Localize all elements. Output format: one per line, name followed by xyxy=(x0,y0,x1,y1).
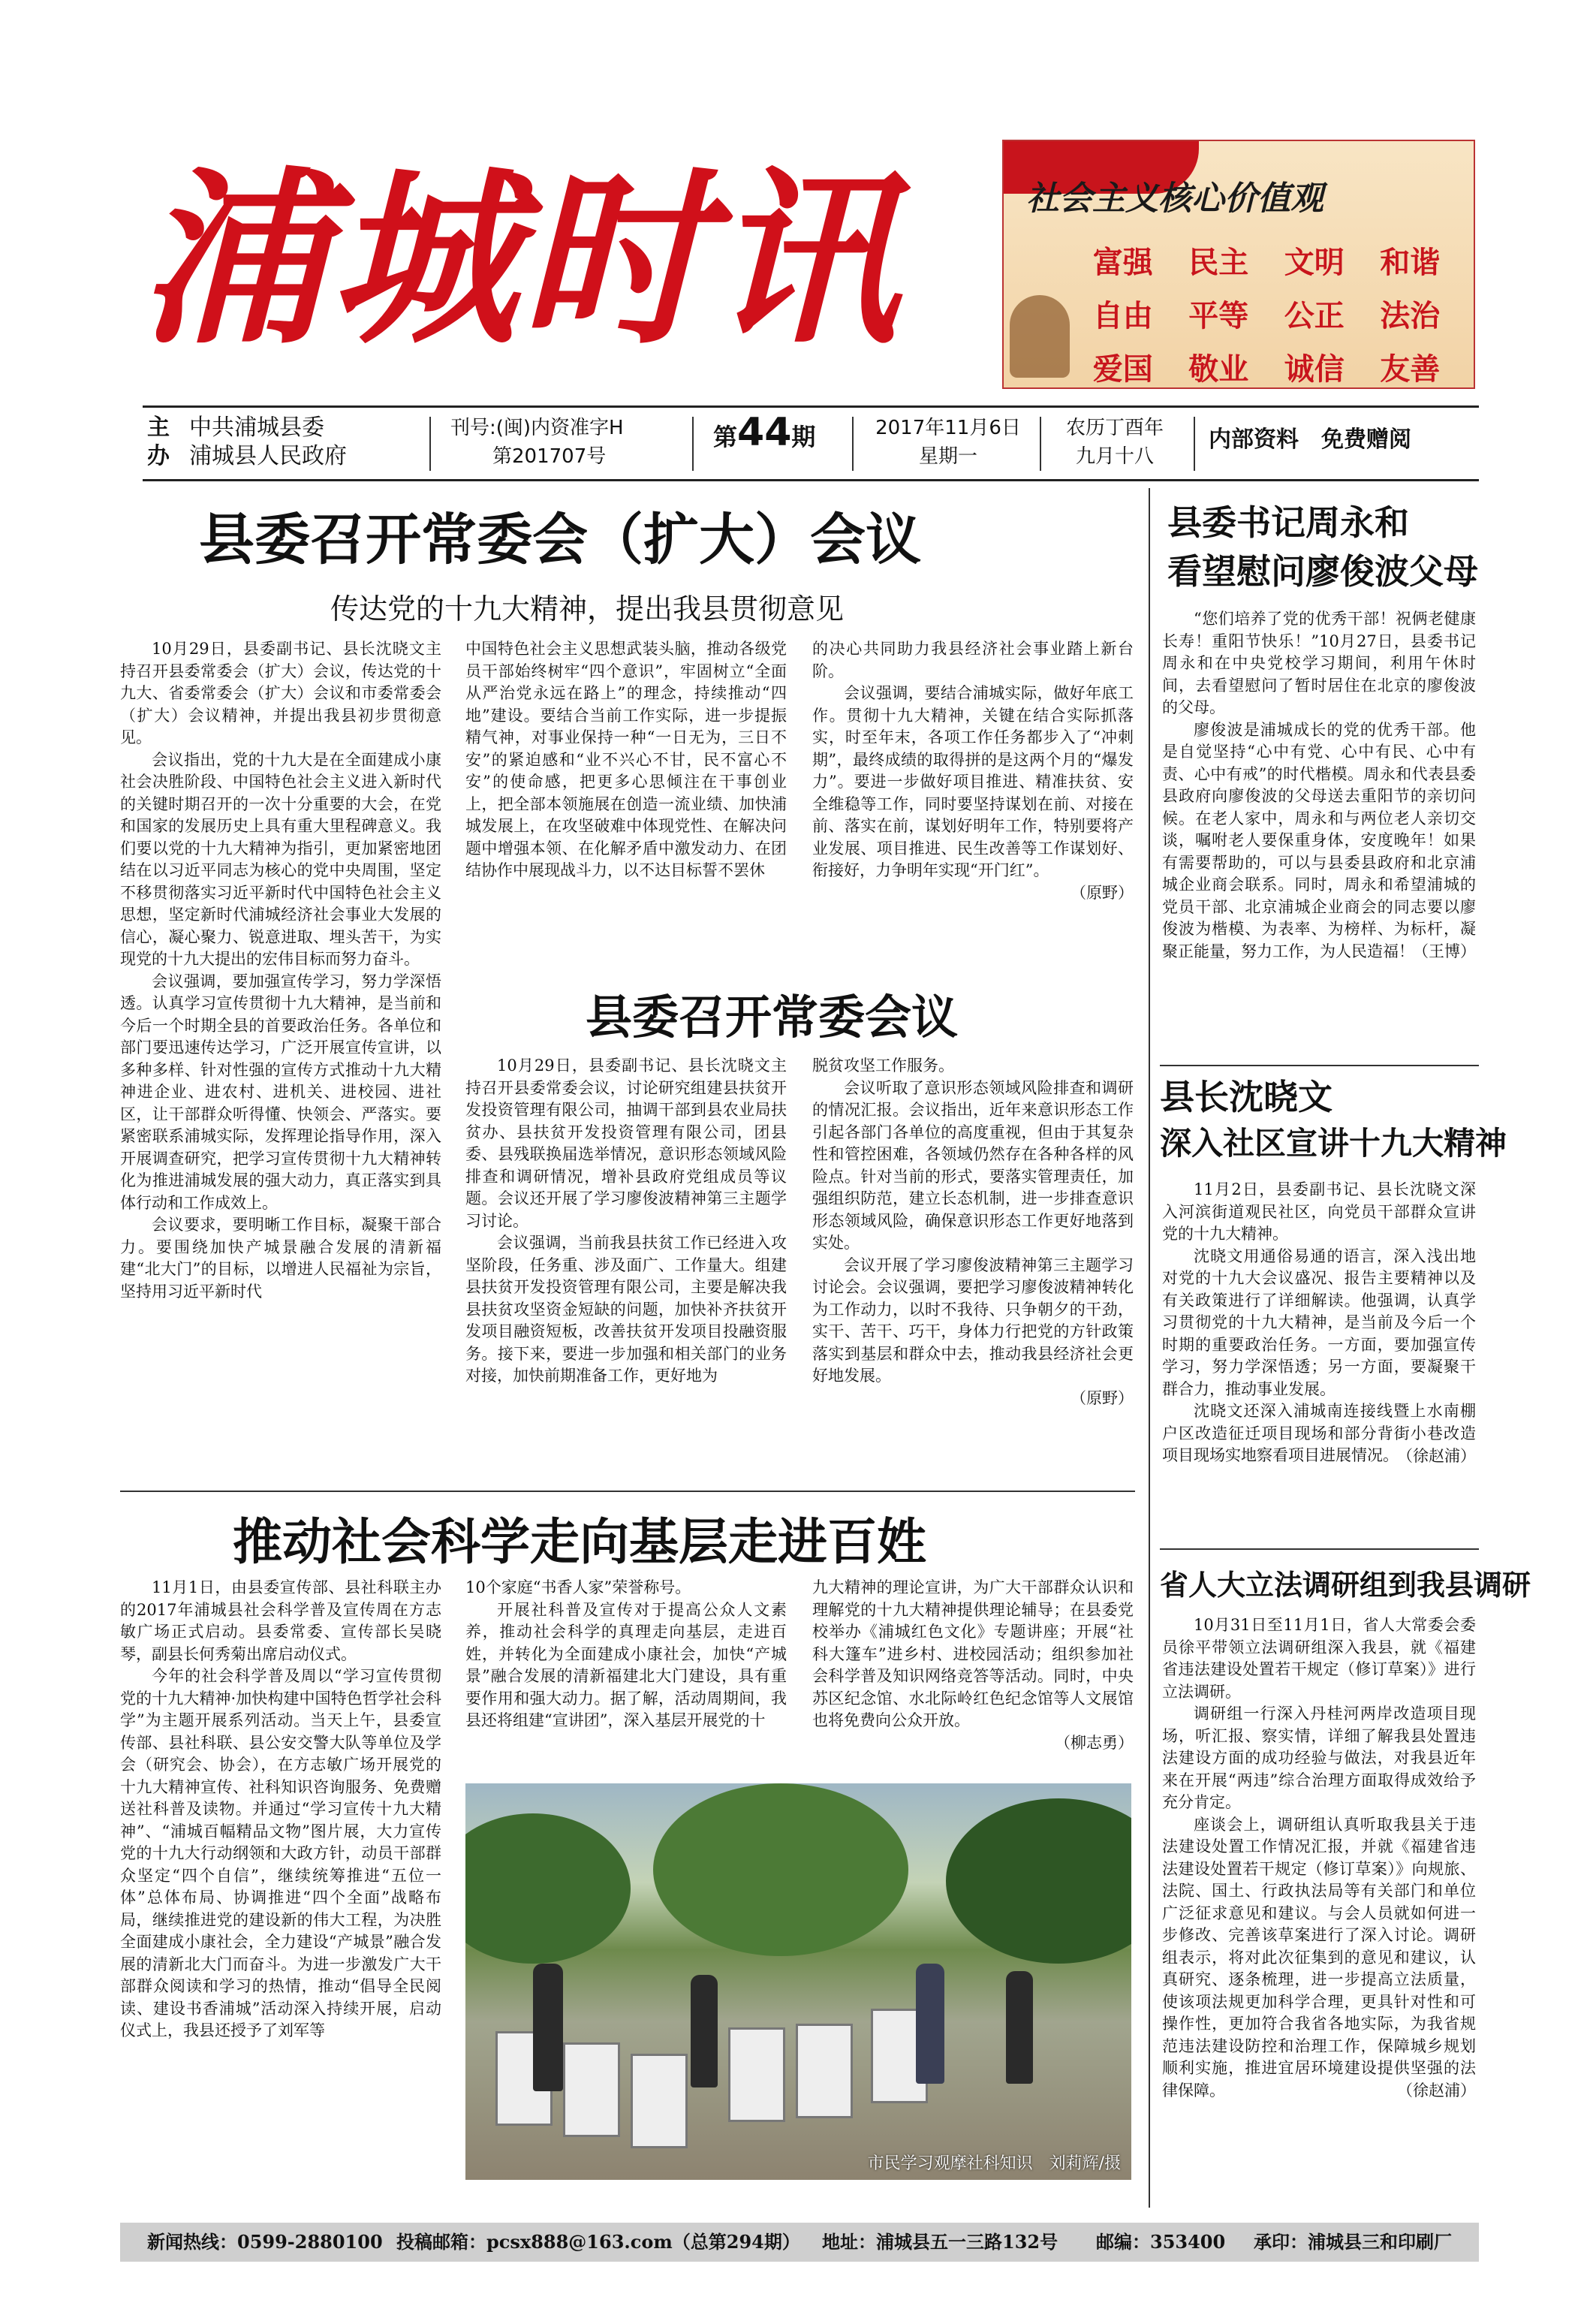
article6-title: 省人大立法调研组到我县调研 xyxy=(1160,1568,1531,1602)
paragraph: 会议指出，党的十九大是在全面建成小康社会决胜阶段、中国特色社会主义进入新时代的关键时期召开的一次十分重要的大会，在党和国家的发展历史上具有重大里程碑意义。我们要以党的十九大精神为指引，更加紧密地团结在以习近平同志为核心的党中央周围，坚定不移贯彻落实习近平新时代中国特色社会主义思想，坚定新时代浦城经济社会事业大发展的信心，凝心聚力、锐意进取、埋头苦干，为实现党的十九大提出的宏伟目标而努力奋斗。 xyxy=(120,750,441,968)
person-figure xyxy=(691,1975,718,2087)
article3-title: 推动社会科学走向基层走进百姓 xyxy=(233,1512,926,1571)
article6-byline: （徐赵浦） xyxy=(1397,2081,1476,2100)
weekday: 星期一 xyxy=(918,445,977,468)
article4-title-line-2: 看望慰问廖俊波父母 xyxy=(1167,551,1478,592)
core-value: 文明 xyxy=(1284,246,1345,280)
host-2: 浦城县人民政府 xyxy=(189,443,347,469)
paragraph: 会议要求，要明晰工作目标，凝聚干部合力。要围绕加快产城景融合发展的清新福建“北大门”的目标，以增进人民福祉为宗旨，坚持用习近平新时代 xyxy=(120,1216,441,1301)
paragraph: 11月1日，由县委宣传部、县社科联主办的2017年浦城县社会科学普及宣传周在方志敏广场正式启动。县委常委、宣传部长吴晓琴，副县长何秀菊出席启动仪式。 xyxy=(120,1578,441,1663)
person-figure xyxy=(916,1964,944,2084)
issue-date xyxy=(869,414,1027,471)
article1-byline: （原野） xyxy=(1071,883,1134,902)
core-value: 诚信 xyxy=(1284,352,1345,387)
paragraph: 会议开展了学习廖俊波精神第三主题学习讨论会。会议强调，要把学习廖俊波精神转化为工作动力，以时不我待、只争朝夕的干劲，实干、苦干、巧干，身体力行把党的方针政策落实到基层和群众中去，推动我县经济社会更好地发展。 xyxy=(812,1255,1134,1385)
paragraph: 10月31日至11月1日，省人大常委会委员徐平带领立法调研组深入我县，就《福建省违法建设处置若干规定（修订草案）》进行立法调研。 xyxy=(1162,1616,1476,1701)
tree-shape xyxy=(465,1813,631,1964)
person-figure xyxy=(1006,1971,1033,2084)
column-divider xyxy=(1149,488,1150,2208)
core-values-title: 社会主义核心价值观 xyxy=(1026,179,1323,218)
divider xyxy=(429,417,431,471)
article2-column-1 xyxy=(465,1055,787,1476)
date: 2017年11月6日 xyxy=(875,417,1021,439)
paragraph: 九大精神的理论宣讲，为广大干部群众认识和理解党的十九大精神提供理论辅导；在县委党校举办《浦城红色文化》专题讲座；开展“社科大篷车”进乡村、进校园活动；组织参加社会科学普及知识网络竞答等活动。同时，中央苏区纪念馆、水北际岭红色纪念馆等人文展馆也将免费向公众开放。 xyxy=(812,1578,1134,1729)
paragraph: 11月2日，县委副书记、县长沈晓文深入河滨街道观民社区，向党员干部群众宣讲党的十九大精神。 xyxy=(1162,1180,1476,1243)
core-value: 爱国 xyxy=(1092,352,1153,387)
core-value: 民主 xyxy=(1188,246,1249,280)
person-figure xyxy=(533,1964,563,2091)
paragraph: 沈晓文还深入浦城南连接线暨上水南棚户区改造征迁项目现场和部分背街小巷改造项目现场实地察看项目进展情况。 xyxy=(1162,1402,1476,1464)
core-values-banner xyxy=(1002,140,1475,389)
paragraph: 会议听取了意识形态领域风险排查和调研的情况汇报。会议指出，近年来意识形态工作引起各部门各单位的高度重视，但由于其复杂性和管控困难，各领域仍然存在各种各样的风险点。针对当前的形式，要落实管理责任，加强组织防范，建立长态机制，进一步排查意识形态领域风险，确保意识形态工作更好地落到实处。 xyxy=(812,1078,1134,1252)
article1-subtitle: 传达党的十九大精神，提出我县贯彻意见 xyxy=(330,592,845,625)
core-value: 公正 xyxy=(1284,299,1345,333)
footer-hotline: 新闻热线：0599-2880100 xyxy=(147,2231,383,2253)
paragraph: 会议强调，要加强宣传学习，努力学深悟透。认真学习宣传贯彻十九大精神，是当前和今后一个时期全县的首要政治任务。各单位和部门要迅速传达学习，广泛开展宣传宣讲，以多种多样、针对性强的宣传方式推动十九大精神进企业、进农村、进机关、进校园、进社区，让干部群众听得懂、快领会、严落实。要紧密联系浦城实际，发挥理论指导作用，深入开展调查研究，把学习宣传贯彻十九大精神转化为推进浦城发展的强大动力，真正落实到具体行动和工作成效上。 xyxy=(120,972,441,1212)
exhibit-board xyxy=(796,2024,853,2118)
paragraph: 会议强调，要结合浦城实际，做好年底工作。贯彻十九大精神，关键在结合实际抓落实，时至年末，各项工作任务都步入了“冲刺期”，最终成绩的取得拼的是这两个月的“爆发力”。要进一步做好项目推进、精准扶贫、安全维稳等工作，同时要坚持谋划在前、对接在前、落实在前，谋划好明年工作，特别要将产业发展、项目推进、民生改善等工作谋划好、衔接好，力争明年实现“开门红”。 xyxy=(812,684,1134,879)
article2-title: 县委召开常委会议 xyxy=(586,990,959,1044)
paragraph: 10个家庭“书香人家”荣誉称号。 xyxy=(465,1578,691,1596)
host-1: 中共浦城县委 xyxy=(189,414,324,441)
lunar-day: 九月十八 xyxy=(1075,445,1154,468)
permit-line-2: 第201707号 xyxy=(492,445,607,468)
permit-line-1: 刊号:(闽)内资准字H xyxy=(450,417,624,439)
core-value: 友善 xyxy=(1380,352,1441,387)
article3-column-2 xyxy=(465,1577,787,1774)
tree-shape xyxy=(653,1783,908,1956)
exhibit-board xyxy=(563,2042,620,2137)
host-label xyxy=(147,414,170,471)
lunar-date xyxy=(1051,414,1179,471)
article5-body xyxy=(1162,1179,1476,1554)
host-label-2: 办 xyxy=(147,443,170,469)
article5-title-line-2: 深入社区宣讲十九大精神 xyxy=(1160,1125,1507,1162)
paragraph: 沈晓文用通俗易通的语言，深入浅出地对党的十九大会议盛况、报告主要精神以及有关政策进行了详细解读。他强调，认真学习贯彻党的十九大精神，是当前及今后一个时期的重要政治任务。一方面，要加强宣传学习，努力学深悟透；另一方面，要凝聚干群合力，推动事业发展。 xyxy=(1162,1246,1476,1398)
issue-prefix: 第 xyxy=(713,423,738,451)
article4-title-line-1: 县委书记周永和 xyxy=(1167,502,1409,543)
host-label-1: 主 xyxy=(147,414,170,441)
core-value: 平等 xyxy=(1188,299,1249,333)
paragraph: 的决心共同助力我县经济社会事业踏上新台阶。 xyxy=(812,640,1134,680)
article5-title-line-1: 县长沈晓文 xyxy=(1160,1077,1333,1117)
masthead-title: 浦城时讯 xyxy=(139,149,902,369)
footer-email: 投稿邮箱：pcsx888@163.com（总第294期） xyxy=(396,2231,800,2253)
divider xyxy=(1194,417,1195,471)
host-units xyxy=(189,414,347,471)
issue-suffix: 期 xyxy=(791,423,816,451)
issue-info-bar xyxy=(143,405,1479,481)
paragraph: 脱贫攻坚工作服务。 xyxy=(812,1057,954,1075)
section-divider xyxy=(1160,1548,1479,1550)
exhibit-board xyxy=(631,2054,688,2148)
article1-column-1 xyxy=(120,638,441,1473)
paragraph: 10月29日，县委副书记、县长沈晓文主持召开县委常委会议，讨论研究组建县扶贫开发投资管理有限公司，抽调干部到县农业局扶贫办、县扶贫开发投资管理有限公司，团县委、县残联换届选举情况，意识形态领域风险排查和调研情况，增补县政府党组成员等议题。会议还开展了学习廖俊波精神第三主题学习讨论。 xyxy=(465,1057,787,1230)
paragraph: 10月29日，县委副书记、县长沈晓文主持召开县委常委会（扩大）会议，传达党的十九大、省委常委会（扩大）会议和市委常委会（扩大）会议精神，并提出我县初步贯彻意见。 xyxy=(120,640,441,746)
article2-column-2 xyxy=(812,1055,1134,1476)
exhibit-board xyxy=(728,2027,785,2122)
issue-number-value: 44 xyxy=(737,410,792,455)
footer-printer: 承印：浦城县三和印刷厂 xyxy=(1254,2231,1452,2253)
event-photo xyxy=(465,1783,1131,2180)
section-divider xyxy=(1160,1065,1479,1066)
article4-byline: （王博） xyxy=(1413,942,1476,960)
issue-number xyxy=(713,410,816,455)
photo-caption: 市民学习观摩社科知识 刘莉辉/摄 xyxy=(867,2154,1121,2173)
core-values-grid xyxy=(1075,239,1458,388)
footer-bar xyxy=(120,2223,1479,2262)
paragraph: “您们培养了党的优秀干部！祝俩老健康长寿！重阳节快乐！”10月27日，县委书记周永和在中央党校学习期间，利用午休时间，去看望慰问了暂时居住在北京的廖俊波的父母。 xyxy=(1162,610,1476,716)
article3-column-3 xyxy=(812,1577,1134,1774)
stone-lion-image xyxy=(1010,295,1070,378)
article6-body xyxy=(1162,1614,1476,2208)
paragraph: 会议强调，当前我县扶贫工作已经进入攻坚阶段，任务重、涉及面广、工作量大。组建县扶贫开发投资管理有限公司，主要是解决我县扶贫攻坚资金短缺的问题，加快补齐扶贫开发项目融资短板，改善扶贫开发项目投融资服务。接下来，要进一步加强和相关部门的业务对接，加快前期准备工作，更好地为 xyxy=(465,1234,787,1385)
core-value: 法治 xyxy=(1380,299,1441,333)
article3-byline: （柳志勇） xyxy=(1055,1733,1134,1752)
paragraph: 廖俊波是浦城成长的党的优秀干部。他是自觉坚持“心中有党、心中有民、心中有责、心中有戒”的时代楷模。周永和代表县委县政府向廖俊波的父母送去重阳节的亲切问候。在老人家中，周永和与两位老人亲切交谈，嘱咐老人要保重身体，安度晚年！如果有需要帮助的，可以与县委县政府和北京浦城企业商会联系。同时，周永和希望浦城的党员干部、北京浦城企业商会的同志要以廖俊波为楷模、为表率、为榜样、为标杆，凝聚正能量，努力工作，为人民造福！ xyxy=(1162,720,1476,960)
article3-column-1 xyxy=(120,1577,441,2185)
footer-postcode: 邮编：353400 xyxy=(1096,2231,1226,2253)
paragraph: 座谈会上，调研组认真听取我县关于违法建设处置工作情况汇报，并就《福建省违法建设处置若干规定（修订草案）》向规旅、法院、国土、行政执法局等有关部门和单位广泛征求意见和建议。与会人员就如何进一步修改、完善该草案进行了深入讨论。调研组表示，将对此次征集到的意见和建议，认真研究、逐条梳理，进一步提高立法质量，使该项法规更加科学合理，更具针对性和可操作性，更加符合我省各地实际，为我省规范违法建设防控和治理工作，保障城乡规划顺利实施，推进宜居环境建设提供坚强的法律保障。 xyxy=(1162,1815,1476,2100)
article4-body xyxy=(1162,608,1476,1089)
core-value: 敬业 xyxy=(1188,352,1249,387)
article1-column-2 xyxy=(465,638,787,960)
divider xyxy=(852,417,854,471)
paragraph: 开展社科普及宣传对于提高公众人文素养，推动社会科学的真理走向基层，走进百姓，并转化为全面建成小康社会，加快“产城景”融合发展的清新福建北大门建设，具有重要作用和强大动力。据了解，活动周期间，我县还将组建“宣讲团”，深入基层开展党的十 xyxy=(465,1600,787,1729)
distribution-notice: 内部资料 免费赠阅 xyxy=(1209,427,1411,453)
divider xyxy=(692,417,694,471)
publication-permit xyxy=(450,414,624,471)
article5-byline: （徐赵浦） xyxy=(1397,1446,1476,1465)
tree-shape xyxy=(946,1798,1131,1964)
paragraph: 今年的社会科学普及周以“学习宣传贯彻党的十九大精神·加快构建中国特色哲学社会科学”为主题开展系列活动。当天上午，县委宣传部、县社科联、县公安交警大队等单位及学会（研究会、协会），在方志敏广场开展党的十九大精神宣传、社科知识咨询服务、免费赠送社科普及读物。并通过“学习宣传十九大精神”、“浦城百幅精品文物”图片展，大力宣传党的十九大行动纲领和大政方针，动员干部群众坚定“四个自信”，继续统筹推进“五位一体”总体布局、协调推进“四个全面”战略布局，继续推进党的建设新的伟大工程，为决胜全面建成小康社会，全力建设“产城景”融合发展的清新北大门而奋斗。为进一步激发广大干部群众阅读和学习的热情，推动“倡导全民阅读、建设书香浦城”活动深入持续开展，启动仪式上，我县还授予了刘军等 xyxy=(120,1667,441,2039)
divider xyxy=(1040,417,1041,471)
core-value: 自由 xyxy=(1092,299,1153,333)
core-value: 和谐 xyxy=(1380,246,1441,280)
article2-byline: （原野） xyxy=(1071,1388,1134,1407)
article1-column-3 xyxy=(812,638,1134,960)
footer-address: 地址：浦城县五一三路132号 xyxy=(822,2231,1058,2253)
core-value: 富强 xyxy=(1092,246,1153,280)
paragraph: 调研组一行深入丹桂河两岸改造项目现场，听汇报、察实情，详细了解我县处置违法建设方面的成功经验与做法，对我县近年来在开展“两违”综合治理方面取得成效给予充分肯定。 xyxy=(1162,1705,1476,1811)
lunar-year: 农历丁酉年 xyxy=(1065,417,1164,439)
section-divider xyxy=(120,1491,1135,1492)
paragraph: 中国特色社会主义思想武装头脑，推动各级党员干部始终树牢“四个意识”，牢固树立“全面从严治党永远在路上”的理念，持续推动“四地”建设。要结合当前工作实际，进一步提振精气神，对事业保持一种“一日无为，三日不安”的紧迫感和“业不兴心不甘，民不富心不安”的使命感，把更多心思倾注在干事创业上，把全部本领施展在创造一流业绩、加快浦城发展上，在攻坚破难中体现党性、在解决问题中增强本领、在化解矛盾中激发动力、在团结协作中展现战斗力，以不达目标誓不罢休 xyxy=(465,640,787,879)
article1-title: 县委召开常委会（扩大）会议 xyxy=(199,508,921,572)
